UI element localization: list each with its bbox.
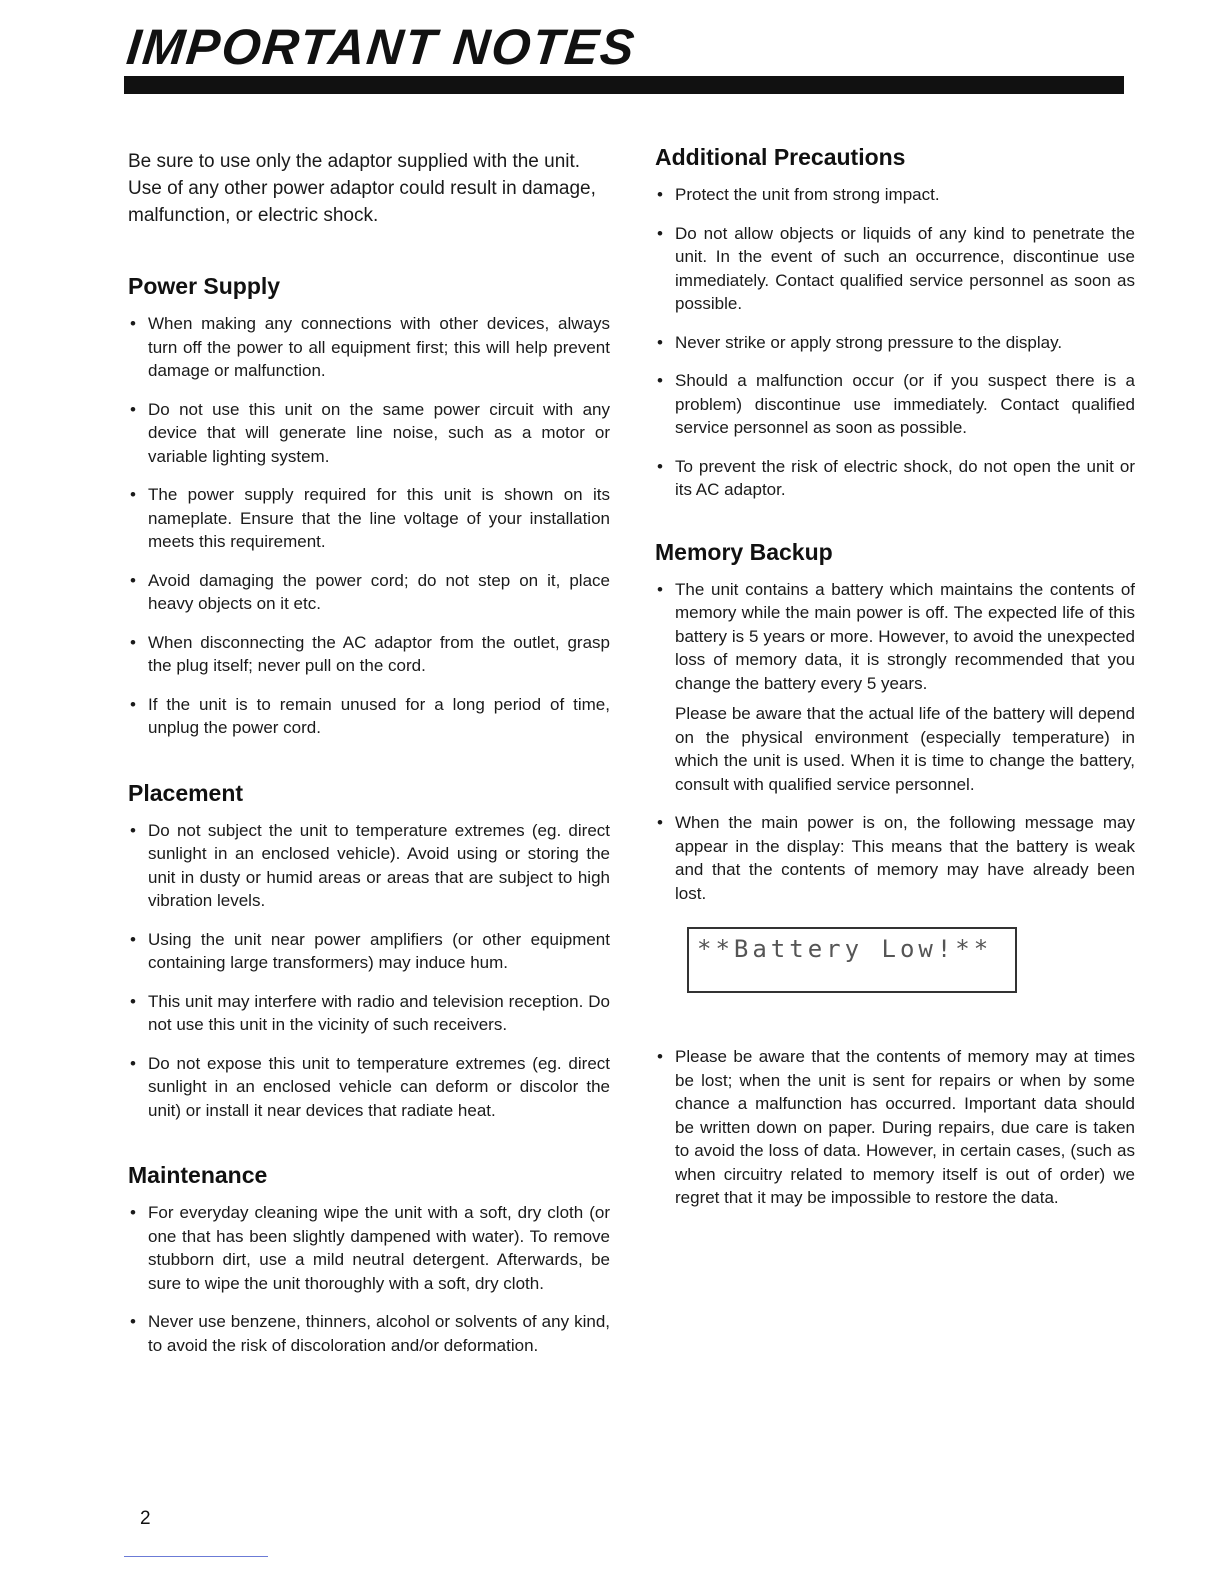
bullet-icon: • — [130, 991, 136, 1011]
list-item: • Do not expose this unit to temperature extremes (eg. direct sunlight in an enclosed vehicle can deform or discolor the unit) or install it near devices that radiate heat. — [130, 1053, 610, 1120]
bullet-icon: • — [657, 371, 663, 390]
bullet-icon: • — [130, 1053, 136, 1073]
bullet-icon: • — [130, 694, 136, 714]
list-item: • Never use benzene, thinners, alcohol or solvents of any kind, to avoid the risk of discoloration and/or deformation. — [130, 1312, 610, 1355]
bullet-icon: • — [130, 1312, 136, 1331]
bullet-icon: • — [657, 223, 663, 243]
bullet-icon: • — [657, 185, 663, 204]
list-item: • The power supply required for this unit is shown on its nameplate. Ensure that the line voltage of your installation meets this requirement. — [130, 485, 610, 551]
list-item: • Do not use this unit on the same power circuit with any device that will generate line noise, such as a motor or variable lighting system. — [130, 399, 610, 466]
list-item: • Avoid damaging the power cord; do not step on it, place heavy objects on it etc. — [130, 570, 610, 613]
maintenance-section — [128, 1162, 610, 1357]
power-supply-heading: Power Supply — [128, 273, 281, 299]
battery-low-display: **Battery Low!** — [687, 927, 1017, 993]
list-item: • Using the unit near power amplifiers (or other equipment containing large transformers) may induce hum. — [130, 929, 610, 972]
memory-backup-heading: Memory Backup — [655, 538, 833, 565]
bullet-icon: • — [130, 1203, 136, 1222]
intro-paragraph: Be sure to use only the adaptor supplied with the unit. Use of any other power adaptor could result in damage, malfunction, or electric shock. — [128, 151, 596, 226]
maintenance-heading: Maintenance — [128, 1162, 268, 1188]
bullet-icon: • — [130, 632, 136, 652]
bullet-icon: • — [657, 813, 663, 832]
list-item: • The unit contains a battery which maintains the contents of memory while the main power is off. The expected life of this battery is 5 years or more. However, to avoid the unexpected loss of memory data, it is strongly recommended that you change the battery every 5 years. Please be aware that the actual life of the battery will depend on the physical environment (especially temperature) in which the unit is used. When it is time to change the battery, consult with qualified service personnel. — [655, 578, 1135, 797]
battery-life-note: Please be aware that the actual life of the battery will depend on the physical environment (especially temperature) in which the unit is used. When it is time to change the battery, consult with qualified service personnel. — [675, 704, 1135, 794]
bullet-icon: • — [130, 820, 136, 840]
list-item: • When the main power is on, the following message may appear in the display: This means that the battery is weak and that the contents of memory may have already been lost. — [657, 813, 1135, 903]
list-item: • Do not subject the unit to temperature extremes (eg. direct sunlight in an enclosed vehicle). Avoid using or storing the unit in dusty or humid areas or areas that are subject to high vibration levels. — [130, 820, 610, 910]
right-column — [655, 144, 1135, 1225]
bullet-icon: • — [130, 485, 136, 504]
placement-section — [128, 780, 610, 1123]
list-item: • Please be aware that the contents of memory may at times be lost; when the unit is sent for repairs or when by some chance a malfunction has occurred. Important data should be written down on paper. During repairs, due care is taken to avoid the loss of data. However, in certain cases, (such as when circuitry related to memory itself is out of order) we regret that it may be impossible to restore the data. — [657, 1047, 1135, 1207]
list-item: • When making any connections with other devices, always turn off the power to all equipment first; this will help prevent damage or malfunction. — [130, 314, 610, 380]
list-item: • Should a malfunction occur (or if you suspect there is a problem) discontinue use immediately. Contact qualified service personnel as soon as possible. — [657, 371, 1135, 437]
list-item: • If the unit is to remain unused for a long period of time, unplug the power cord. — [130, 694, 610, 737]
bullet-icon: • — [657, 579, 663, 599]
memory-backup-section — [655, 539, 1135, 1210]
list-item: • When disconnecting the AC adaptor from the outlet, grasp the plug itself; never pull on the cord. — [130, 632, 610, 675]
bullet-icon: • — [130, 399, 136, 419]
additional-precautions-heading: Additional Precautions — [655, 144, 906, 170]
bullet-icon: • — [130, 929, 136, 949]
placement-heading: Placement — [128, 779, 244, 806]
footer-rule — [124, 1556, 268, 1557]
bullet-icon: • — [130, 570, 136, 590]
page-number: 2 — [140, 1508, 151, 1529]
list-item: • Protect the unit from strong impact. — [655, 183, 1135, 207]
page-title: IMPORTANT NOTES — [124, 19, 639, 75]
power-supply-section — [128, 273, 610, 740]
bullet-icon: • — [657, 1047, 663, 1066]
bullet-icon: • — [657, 456, 663, 476]
title-rule — [124, 76, 1124, 94]
list-item: • To prevent the risk of electric shock, do not open the unit or its AC adaptor. — [657, 456, 1135, 499]
list-item: • For everyday cleaning wipe the unit with a soft, dry cloth (or one that has been slightly dampened with water). To remove stubborn dirt, use a mild neutral detergent. Afterwards, be sure to wipe the unit thoroughly with a soft, dry cloth. — [130, 1203, 610, 1293]
bullet-icon: • — [130, 314, 136, 333]
list-item: • Never strike or apply strong pressure to the display. — [655, 331, 1135, 355]
bullet-icon: • — [657, 332, 663, 352]
list-item: • This unit may interfere with radio and television reception. Do not use this unit in the vicinity of such receivers. — [130, 991, 610, 1034]
left-column — [128, 144, 610, 1372]
additional-precautions-section — [655, 144, 1135, 502]
list-item: • Do not allow objects or liquids of any kind to penetrate the unit. In the event of such an occurrence, discontinue use immediately. Contact qualified service personnel as soon as possible. — [657, 223, 1135, 313]
